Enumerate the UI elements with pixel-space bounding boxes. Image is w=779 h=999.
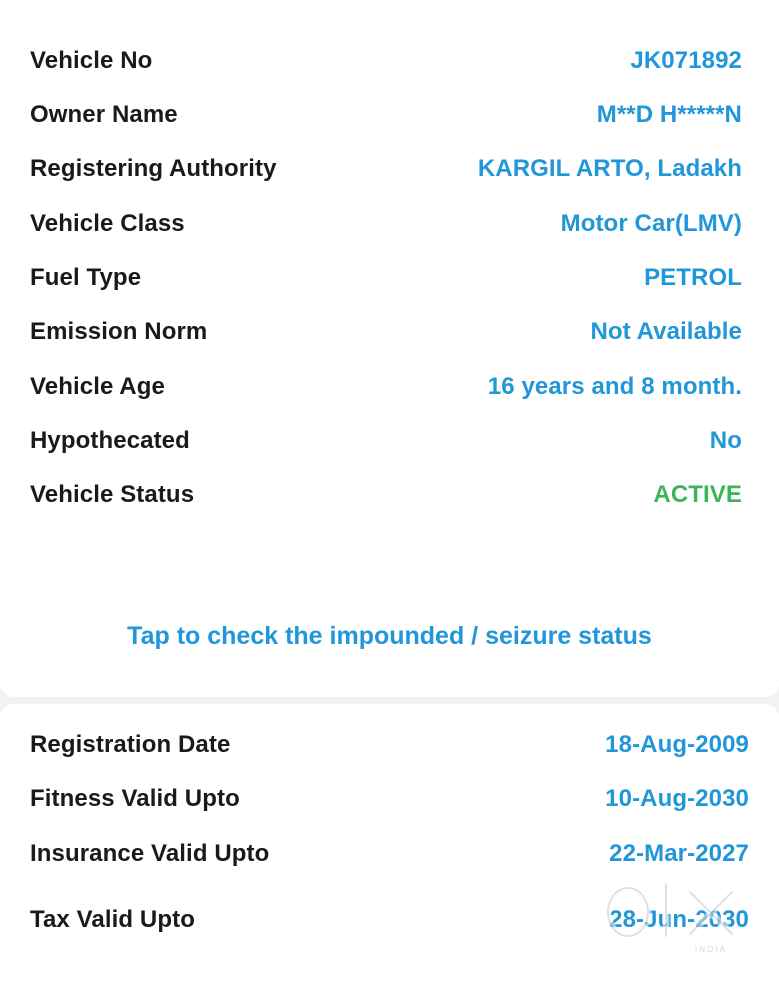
vehicle-status-label: Vehicle Status [30,481,195,508]
insurance-valid-row [30,834,749,874]
owner-name-value: M**D H*****N [596,101,742,128]
tax-valid-label: Tax Valid Upto [30,906,195,933]
vehicle-no-label: Vehicle No [30,47,153,74]
vehicle-age-label: Vehicle Age [30,373,165,400]
olx-watermark-region: INDIA [694,945,728,954]
registering-authority-label: Registering Authority [30,155,277,182]
tax-valid-value: 28-Jun-2030 [609,906,749,933]
vehicle-status-row [30,475,742,515]
fuel-type-label: Fuel Type [30,264,142,291]
emission-norm-value: Not Available [590,318,742,345]
registering-authority-row [30,149,742,189]
vehicle-class-row [30,204,742,244]
fitness-valid-row [30,779,749,819]
registration-date-label: Registration Date [30,731,231,758]
emission-norm-label: Emission Norm [30,318,208,345]
hypothecated-row [30,421,742,461]
hypothecated-label: Hypothecated [30,427,190,454]
insurance-valid-value: 22-Mar-2027 [609,840,749,867]
vehicle-status-badge: ACTIVE [653,481,742,508]
fuel-type-row [30,258,742,298]
registering-authority-value: KARGIL ARTO, Ladakh [477,155,742,182]
insurance-valid-label: Insurance Valid Upto [30,840,270,867]
vehicle-no-row [30,41,742,81]
fitness-valid-label: Fitness Valid Upto [30,785,240,812]
owner-name-label: Owner Name [30,101,178,128]
fitness-valid-value: 10-Aug-2030 [605,785,749,812]
hypothecated-value: No [709,427,742,454]
registration-date-row [30,725,749,765]
owner-name-row [30,95,742,135]
vehicle-class-label: Vehicle Class [30,210,185,237]
tax-valid-row [30,900,749,940]
validity-details-card [0,704,779,999]
emission-norm-row [30,312,742,352]
vehicle-age-row [30,367,742,407]
registration-date-value: 18-Aug-2009 [605,731,749,758]
seizure-status-link[interactable]: Tap to check the impounded / seizure status [127,622,652,650]
vehicle-class-value: Motor Car(LMV) [560,210,742,237]
vehicle-no-value: JK071892 [630,47,742,74]
vehicle-age-value: 16 years and 8 month. [487,373,742,400]
fuel-type-value: PETROL [644,264,742,291]
